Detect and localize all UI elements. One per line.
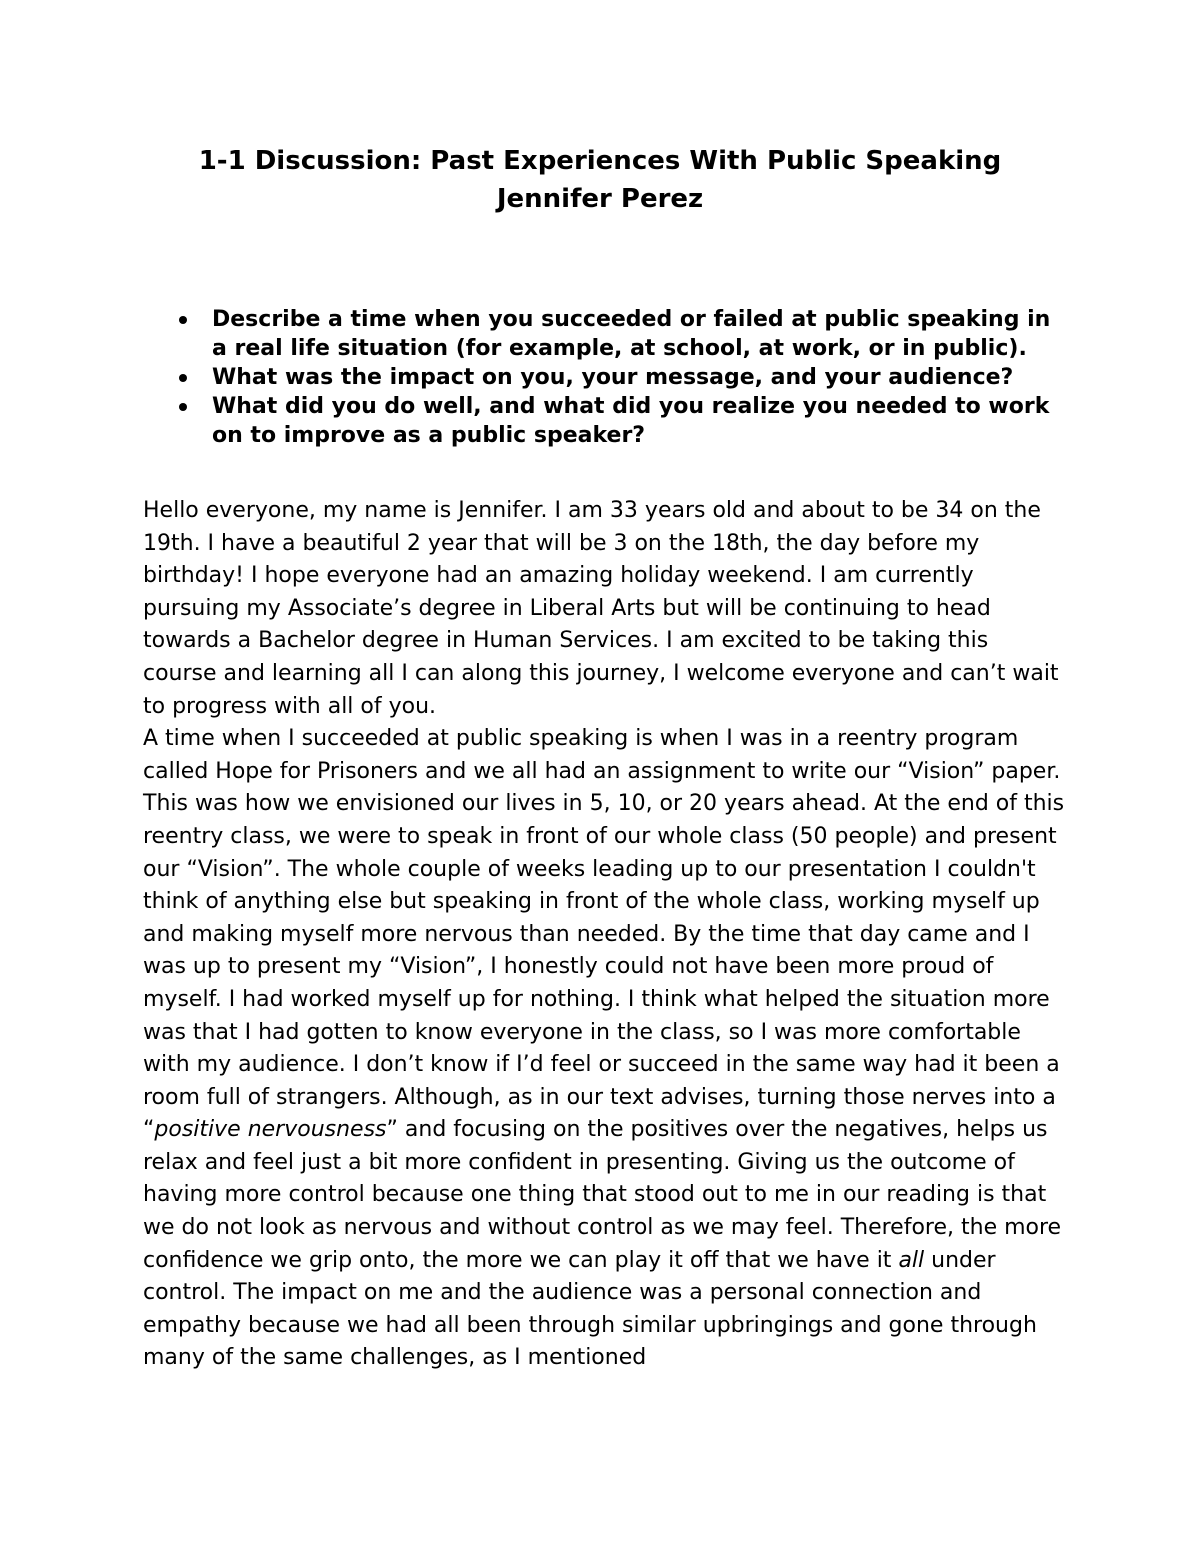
document-title: 1-1 Discussion: Past Experiences With Public Speaking	[198, 146, 1002, 176]
question-text: What was the impact on you, your message, and your audience?	[212, 365, 1014, 390]
bullet-icon	[179, 316, 187, 324]
author-name: Jennifer Perez	[496, 184, 704, 214]
story-text: ” and focusing on the positives over the negatives, helps us relax and feel just a bit more confident in presenting. Giving us the outcome of having more control because one thing that stood out to me in our reading is that we do not look as nervous and without control as we may feel. Therefore, the more confidence we grip onto, the more we can play it off that we have it	[143, 1117, 1062, 1273]
emphasis-text: all	[898, 1247, 925, 1273]
response-body	[143, 495, 1068, 1375]
discussion-questions	[212, 305, 1062, 450]
story-text: under control. The impact on me and the audience was a personal connection and empathy because we had all been through similar upbringings and gone through many of the same challenges, as I mentioned	[143, 1247, 1037, 1371]
question-item	[212, 363, 1062, 392]
intro-paragraph: Hello everyone, my name is Jennifer. I am 33 years old and about to be 34 on the 19th. I have a beautiful 2 year that will be 3 on the 18th, the day before my birthday! I hope everyone had an amazing holiday weekend. I am currently pursuing my Associate’s degree in Liberal Arts but will be continuing to head towards a Bachelor degree in Human Services. I am excited to be taking this course and learning all I can along this journey, I welcome everyone and can’t wait to progress with all of you.	[143, 498, 1059, 719]
bullet-icon	[179, 374, 187, 382]
document-header	[0, 142, 1200, 218]
question-text: What did you do well, and what did you realize you needed to work on to improve as a public speaker?	[212, 394, 1050, 448]
bullet-icon	[179, 403, 187, 411]
story-paragraph	[143, 723, 1068, 1375]
question-text: Describe a time when you succeeded or failed at public speaking in a real life situation (for example, at school, at work, or in public).	[212, 307, 1051, 361]
emphasis-text: positive nervousness	[154, 1117, 387, 1143]
story-text: A time when I succeeded at public speaking is when I was in a reentry program called Hope for Prisoners and we all had an assignment to write our “Vision” paper. This was how we envisioned our lives in 5, 10, or 20 years ahead. At the end of this reentry class, we were to speak in front of our whole class (50 people) and present our “Vision”. The whole couple of weeks leading up to our presentation I couldn't think of anything else but speaking in front of the whole class, working myself up and making myself more nervous than needed. By the time that day came and I was up to present my “Vision”, I honestly could not have been more proud of myself. I had worked myself up for nothing. I think what helped the situation more was that I had gotten to know everyone in the class, so I was more comfortable with my audience. I don’t know if I’d feel or succeed in the same way had it been a room full of strangers. Although, as in our text advises, turning those nerves into a “	[143, 726, 1065, 1143]
question-item	[212, 305, 1062, 363]
question-item	[212, 392, 1062, 450]
